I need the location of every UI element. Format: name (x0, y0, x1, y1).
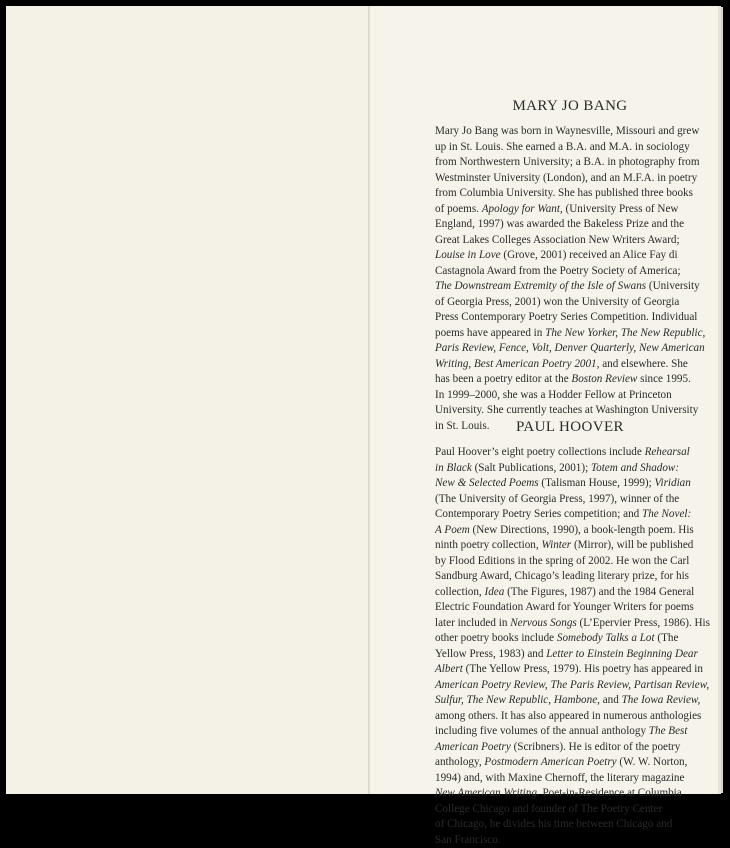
italic-title: in Black (435, 462, 472, 474)
text-run: (Salt Publications, 2001); (472, 462, 591, 474)
text-run: and elsewhere. She (599, 358, 687, 370)
italic-title: Boston Review (571, 373, 637, 385)
text-run: Contemporary Poetry Series competition; and (435, 508, 642, 520)
text-run: has been a poetry editor at the (435, 373, 571, 385)
text-line (435, 140, 705, 156)
italic-title: The Iowa Review, (622, 694, 701, 706)
italic-title: Louise in Love (435, 249, 501, 261)
text-line (435, 755, 705, 771)
italic-title: Albert (435, 663, 463, 675)
italic-title: Totem and Shadow: (591, 462, 679, 474)
text-run: (University Press of New (563, 203, 679, 215)
italic-title: Viridian (655, 477, 691, 489)
text-run: ninth poetry collection, (435, 539, 541, 551)
text-line (435, 124, 705, 140)
text-run: of Chicago, he divides his time between Chicago and (435, 818, 672, 830)
text-line (435, 631, 705, 647)
text-line (435, 724, 705, 740)
italic-title: The Best (649, 725, 688, 737)
text-line (435, 693, 705, 709)
text-line (435, 538, 705, 554)
text-run: College Chicago and founder of The Poetry Center (435, 803, 662, 815)
text-line (435, 786, 705, 802)
text-line (435, 186, 705, 202)
text-run: (University (646, 280, 700, 292)
text-run: Poet-in-Residence at Columbia (540, 787, 682, 799)
text-line (435, 647, 705, 663)
italic-title: Sulfur, The New Republic, Hambone, (435, 694, 600, 706)
text-line (435, 171, 705, 187)
text-line (435, 155, 705, 171)
text-line (435, 802, 705, 818)
text-run: among others. It has also appeared in numerous anthologies (435, 710, 701, 722)
text-run: and (600, 694, 622, 706)
text-run: Yellow Press, 1983) and (435, 648, 546, 660)
text-line (435, 248, 705, 264)
text-line (435, 554, 705, 570)
italic-title: Paris Review, Fence, Volt, Denver Quarterly, New American (435, 342, 705, 354)
italic-title: New American Writing. (435, 787, 540, 799)
text-run: Press Contemporary Poetry Series Competition. Individual (435, 311, 697, 323)
text-run: (The Figures, 1987) and the 1984 General (504, 586, 694, 598)
text-line (435, 202, 705, 218)
text-run: Paul Hoover’s eight poetry collections include (435, 446, 645, 458)
bio-heading: PAUL HOOVER (435, 419, 705, 436)
text-run: poems have appeared in (435, 327, 545, 339)
text-run: (The Yellow Press, 1979). His poetry has appeared in (463, 663, 703, 675)
italic-title: The Novel: (642, 508, 691, 520)
text-run: Electric Foundation Award for Younger Writers for poems (435, 601, 694, 613)
text-run: of Georgia Press, 2001) won the University of Georgia (435, 296, 679, 308)
text-line (435, 476, 705, 492)
text-run: Westminster University (London), and an M.F.A. in poetry (435, 172, 697, 184)
text-run: other poetry books include (435, 632, 557, 644)
text-line (435, 295, 705, 311)
text-line (435, 523, 705, 539)
text-line (435, 357, 705, 373)
text-line (435, 817, 705, 833)
text-run: from Columbia University. She has published three books (435, 187, 693, 199)
text-line (435, 372, 705, 388)
text-run: from Northwestern University; a B.A. in photography from (435, 156, 700, 168)
text-run: In 1999–2000, she was a Hodder Fellow at Princeton (435, 389, 672, 401)
bio-heading: MARY JO BANG (435, 98, 705, 115)
text-line (435, 326, 705, 342)
text-line (435, 388, 705, 404)
italic-title: Nervous Songs (510, 617, 577, 629)
text-run: up in St. Louis. She earned a B.A. and M.A. in sociology (435, 141, 690, 153)
text-run: of poems. (435, 203, 482, 215)
italic-title: New & Selected Poems (435, 477, 539, 489)
text-run: University. She currently teaches at Washington University (435, 404, 698, 416)
text-run: later included in (435, 617, 510, 629)
italic-title: Winter (541, 539, 571, 551)
text-line (435, 445, 705, 461)
text-line (435, 771, 705, 787)
text-line (435, 662, 705, 678)
text-run: Great Lakes Colleges Association New Writers Award; (435, 234, 680, 246)
bio-text (435, 124, 705, 434)
text-run: (The (655, 632, 679, 644)
left-page (6, 6, 370, 794)
text-line (435, 616, 705, 632)
text-run: including five volumes of the annual anthology (435, 725, 649, 737)
text-run: (L’Epervier Press, 1986). His (577, 617, 710, 629)
text-run: England, 1997) was awarded the Bakeless Prize and the (435, 218, 684, 230)
text-line (435, 709, 705, 725)
italic-title: Letter to Einstein Beginning Dear (546, 648, 698, 660)
text-run: by Flood Editions in the spring of 2002. He won the Carl (435, 555, 689, 567)
italic-title: The New Yorker, The New Republic, (545, 327, 705, 339)
italic-title: The Downstream Extremity of the Isle of Swans (435, 280, 646, 292)
bio-text (435, 445, 705, 848)
text-run: (Mirror), will be published (571, 539, 693, 551)
text-run: since 1995. (637, 373, 691, 385)
italic-title: Apology for Want, (482, 203, 563, 215)
text-line (435, 569, 705, 585)
text-run: Mary Jo Bang was born in Waynesville, Missouri and grew (435, 125, 699, 137)
text-run: (Grove, 2001) received an Alice Fay di (501, 249, 678, 261)
text-run: (Scribners). He is editor of the poetry (511, 741, 681, 753)
italic-title: American Poetry (435, 741, 511, 753)
text-run: (W. W. Norton, (617, 756, 688, 768)
text-line (435, 740, 705, 756)
italic-title: Idea (485, 586, 505, 598)
text-line (435, 600, 705, 616)
text-run: in St. Louis. (435, 420, 489, 432)
text-line (435, 833, 705, 848)
italic-title: Writing, Best American Poetry 2001, (435, 358, 599, 370)
text-line (435, 461, 705, 477)
text-run: anthology, (435, 756, 484, 768)
text-run: Castagnola Award from the Poetry Society of America; (435, 265, 681, 277)
text-run: 1994) and, with Maxine Chernoff, the literary magazine (435, 772, 684, 784)
italic-title: American Poetry Review, The Paris Review, Partisan Review, (435, 679, 709, 691)
text-line (435, 585, 705, 601)
text-run: (The University of Georgia Press, 1997), winner of the (435, 493, 679, 505)
text-line (435, 678, 705, 694)
italic-title: Somebody Talks a Lot (557, 632, 655, 644)
text-line (435, 217, 705, 233)
text-line (435, 507, 705, 523)
italic-title: Rehearsal (645, 446, 690, 458)
text-run: San Francisco. (435, 834, 501, 846)
text-line (435, 310, 705, 326)
page-edge (721, 7, 723, 793)
text-line (435, 403, 705, 419)
italic-title: A Poem (435, 524, 470, 536)
italic-title: Postmodern American Poetry (484, 756, 616, 768)
text-run: Sandburg Award, Chicago’s leading literary prize, for his (435, 570, 689, 582)
text-run: (New Directions, 1990), a book-length poem. His (470, 524, 694, 536)
text-line (435, 264, 705, 280)
text-line (435, 492, 705, 508)
text-run: (Talisman House, 1999); (539, 477, 655, 489)
text-line (435, 233, 705, 249)
text-line (435, 279, 705, 295)
text-line (435, 341, 705, 357)
text-run: collection, (435, 586, 485, 598)
